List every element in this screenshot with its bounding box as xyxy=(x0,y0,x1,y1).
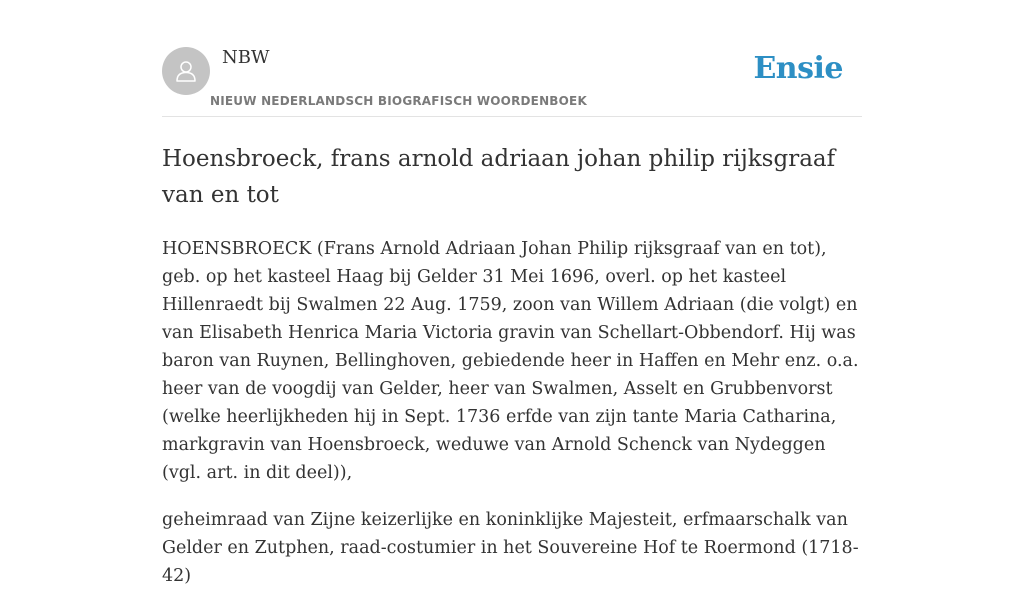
article-body xyxy=(162,235,862,590)
source-name[interactable]: NBW xyxy=(222,47,270,68)
page-title: Hoensbroeck, frans arnold adriaan johan philip rijksgraaf van en tot xyxy=(162,146,836,208)
paragraph: geheimraad van Zijne keizerlijke en koninklijke Majesteit, erfmaarschalk van Gelder en Zutphen, raad-costumier in het Souvereine Hof te Roermond (1718-42) xyxy=(162,510,859,586)
page xyxy=(162,0,862,590)
source-full-name[interactable]: NIEUW NEDERLANDSCH BIOGRAFISCH WOORDENBOEK xyxy=(210,94,587,108)
source-header xyxy=(162,0,862,117)
brand-logo[interactable]: Ensie xyxy=(753,51,843,86)
avatar[interactable] xyxy=(162,47,210,95)
paragraph: HOENSBROECK (Frans Arnold Adriaan Johan Philip rijksgraaf van en tot), geb. op het kasteel Haag bij Gelder 31 Mei 1696, overl. op het kasteel Hillenraedt bij Swalmen 22 Aug. 1759, zoon van Willem Adriaan (die volgt) en van Elisabeth Henrica Maria Victoria gravin van Schellart-Obbendorf. Hij was baron van Ruynen, Bellinghoven, gebiedende heer in Haffen en Mehr enz. o.a. heer van de voogdij van Gelder, heer van Swalmen, Asselt en Grubbenvorst (welke heerlijkheden hij in Sept. 1736 erfde van zijn tante Maria Catharina, markgravin van Hoensbroeck, weduwe van Arnold Schenck van Nydeggen (vgl. art. in dit deel)), xyxy=(162,239,859,483)
user-icon xyxy=(172,57,200,85)
